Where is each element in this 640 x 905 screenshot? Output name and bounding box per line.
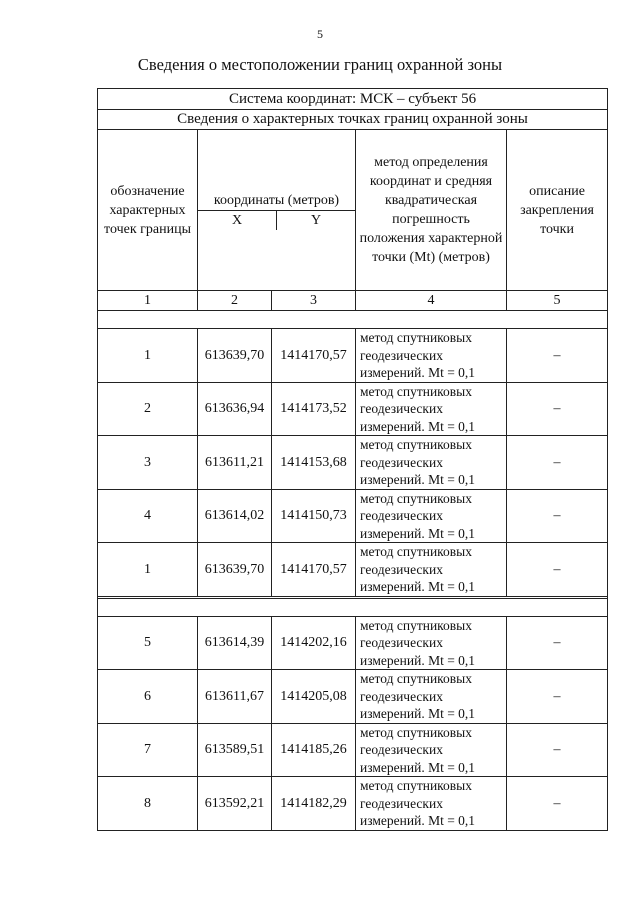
description-cell: – (507, 382, 608, 436)
table-row (98, 489, 608, 543)
x-coordinate-cell: 613639,70 (198, 329, 272, 383)
header-row-system (98, 89, 608, 110)
method-cell: метод спутниковых геодезических измерений. Mt = 0,1 (356, 616, 507, 670)
header-coords-label: координаты (метров) (198, 191, 355, 211)
description-cell: – (507, 543, 608, 597)
method-cell: метод спутниковых геодезических измерений. Mt = 0,1 (356, 436, 507, 490)
y-coordinate-cell: 1414170,57 (272, 329, 356, 383)
table-caption-cell: Сведения о характерных точках границ охранной зоны (98, 110, 608, 130)
table-row (98, 436, 608, 490)
document-title: Сведения о местоположении границ охранной зоны (137, 55, 503, 74)
header-coordinates (198, 130, 356, 291)
header-description: описание закрепления точки (507, 130, 608, 291)
contour-separator-row (98, 311, 608, 329)
y-coordinate-cell: 1414170,57 (272, 543, 356, 597)
point-cell: 4 (98, 489, 198, 543)
x-coordinate-cell: 613614,02 (198, 489, 272, 543)
table-row (98, 723, 608, 777)
point-cell: 5 (98, 616, 198, 670)
method-cell: метод спутниковых геодезических измерений. Mt = 0,1 (356, 723, 507, 777)
contour-separator-cell (98, 598, 608, 616)
table-body (98, 89, 608, 831)
column-number-4: 4 (356, 291, 507, 311)
point-cell: 3 (98, 436, 198, 490)
x-coordinate-cell: 613611,67 (198, 670, 272, 724)
header-y: Y (276, 211, 355, 230)
description-cell: – (507, 723, 608, 777)
y-coordinate-cell: 1414153,68 (272, 436, 356, 490)
point-cell: 2 (98, 382, 198, 436)
method-cell: метод спутниковых геодезических измерений. Mt = 0,1 (356, 543, 507, 597)
x-coordinate-cell: 613614,39 (198, 616, 272, 670)
header-x: X (231, 212, 243, 228)
y-coordinate-cell: 1414173,52 (272, 382, 356, 436)
header-designation: обозначение характерных точек границы (98, 130, 198, 291)
point-cell: 8 (98, 777, 198, 831)
y-coordinate-cell: 1414182,29 (272, 777, 356, 831)
header-method: метод определения координат и средняя квадратическая погрешность положения характерной точки (Mt) (метров) (356, 130, 507, 291)
coordinates-table (97, 88, 608, 831)
method-cell: метод спутниковых геодезических измерений. Mt = 0,1 (356, 489, 507, 543)
description-cell: – (507, 777, 608, 831)
header-row-columns (98, 130, 608, 291)
point-cell: 7 (98, 723, 198, 777)
column-number-5: 5 (507, 291, 608, 311)
header-xy (198, 211, 355, 230)
point-cell: 1 (98, 543, 198, 597)
column-number-3: 3 (272, 291, 356, 311)
description-cell: – (507, 489, 608, 543)
table-row (98, 543, 608, 597)
table-row (98, 777, 608, 831)
header-row-info (98, 110, 608, 130)
description-cell: – (507, 670, 608, 724)
point-cell: 6 (98, 670, 198, 724)
table-row (98, 616, 608, 670)
y-coordinate-cell: 1414185,26 (272, 723, 356, 777)
x-coordinate-cell: 613636,94 (198, 382, 272, 436)
table-row (98, 670, 608, 724)
y-coordinate-cell: 1414150,73 (272, 489, 356, 543)
x-coordinate-cell: 613611,21 (198, 436, 272, 490)
method-cell: метод спутниковых геодезических измерений. Mt = 0,1 (356, 329, 507, 383)
description-cell: – (507, 616, 608, 670)
description-cell: – (507, 329, 608, 383)
method-cell: метод спутниковых геодезических измерений. Mt = 0,1 (356, 670, 507, 724)
description-cell: – (507, 436, 608, 490)
column-number-1: 1 (98, 291, 198, 311)
x-coordinate-cell: 613592,21 (198, 777, 272, 831)
point-cell: 1 (98, 329, 198, 383)
table-row (98, 382, 608, 436)
coordinate-system-cell: Система координат: МСК – субъект 56 (98, 89, 608, 110)
x-coordinate-cell: 613589,51 (198, 723, 272, 777)
contour-separator-row (98, 598, 608, 616)
y-coordinate-cell: 1414202,16 (272, 616, 356, 670)
method-cell: метод спутниковых геодезических измерений. Mt = 0,1 (356, 777, 507, 831)
header-row-numbers (98, 291, 608, 311)
method-cell: метод спутниковых геодезических измерений. Mt = 0,1 (356, 382, 507, 436)
contour-separator-cell (98, 311, 608, 329)
page-number: 5 (317, 27, 323, 41)
table-row (98, 329, 608, 383)
x-coordinate-cell: 613639,70 (198, 543, 272, 597)
y-coordinate-cell: 1414205,08 (272, 670, 356, 724)
column-number-2: 2 (198, 291, 272, 311)
